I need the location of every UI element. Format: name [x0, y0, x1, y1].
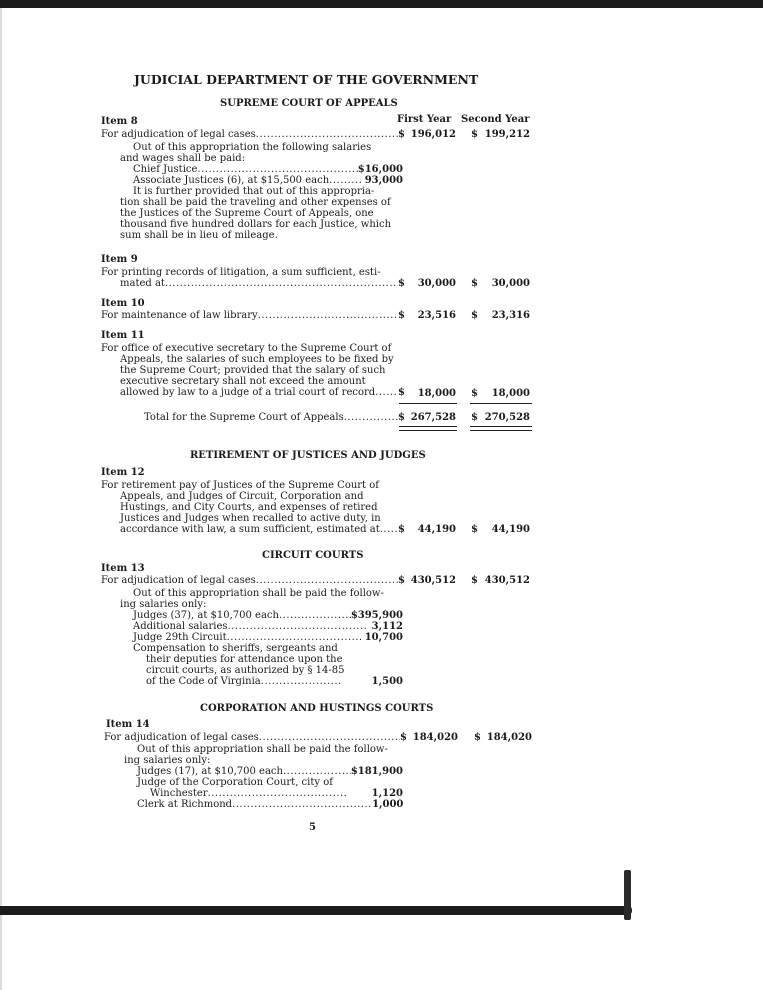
item-11-label: Item 11: [101, 330, 145, 341]
item-8-text: Out of this appropriation the following salaries: [133, 142, 372, 153]
dollar-sign: $: [471, 310, 478, 321]
dollar-sign: $: [471, 278, 478, 289]
item-14-judges: Judges (17), at $10,700 each ..... $181,900: [137, 765, 403, 778]
item-14-first-year: 184,020: [412, 732, 458, 743]
item-8-first-year: 196,012: [410, 129, 456, 140]
item-8-line: For adjudication of legal cases ..... $: [101, 128, 405, 141]
item-8-text: and wages shall be paid:: [120, 153, 246, 164]
item-12-text: For retirement pay of Justices of the Supreme Court of: [101, 480, 379, 491]
item-14-second-year: 184,020: [486, 732, 532, 743]
item-10-second-year: 23,316: [491, 310, 530, 321]
item-8-text: thousand five hundred dollars for each Justice, which: [120, 219, 392, 230]
item-13-first-year: 430,512: [410, 575, 456, 586]
dollar-sign: $: [471, 412, 478, 423]
section-heading-corporation-courts: CORPORATION AND HUSTINGS COURTS: [200, 703, 434, 714]
item-13-judge-29th-circuit: Judge 29th Circuit ..... 10,700: [133, 631, 403, 644]
section-heading-circuit-courts: CIRCUIT COURTS: [262, 550, 364, 561]
dollar-sign: $: [471, 129, 478, 140]
page-title: JUDICIAL DEPARTMENT OF THE GOVERNMENT: [134, 72, 479, 87]
item-13-text: Compensation to sheriffs, sergeants and: [133, 643, 338, 654]
page-number: 5: [309, 822, 316, 833]
section-heading-retirement: RETIREMENT OF JUSTICES AND JUDGES: [190, 450, 426, 461]
item-13-compensation: of the Code of Virginia ..... 1,500: [146, 675, 403, 688]
column-header-first-year: First Year: [397, 114, 452, 125]
item-10-first-year: 23,516: [417, 310, 456, 321]
item-11-text: executive secretary shall not exceed the amount: [120, 376, 366, 387]
item-13-text: ing salaries only:: [120, 599, 207, 610]
item-13-text: their deputies for attendance upon the: [146, 654, 343, 665]
item-13-second-year: 430,512: [484, 575, 530, 586]
item-12-second-year: 44,190: [491, 524, 530, 535]
item-14-text: Judge of the Corporation Court, city of: [137, 777, 333, 788]
item-8-text: the Justices of the Supreme Court of Appeals, one: [120, 208, 374, 219]
item-8-text: sum shall be in lieu of mileage.: [120, 230, 278, 241]
dollar-sign: $: [471, 388, 478, 399]
item-13-judges: Judges (37), at $10,700 each ..... $395,900: [133, 609, 403, 622]
item-12-text: Hustings, and City Courts, and expenses of retired: [120, 502, 378, 513]
item-8-text: tion shall be paid the traveling and other expenses of: [120, 197, 391, 208]
item-13-text: circuit courts, as authorized by § 14-85: [146, 665, 345, 676]
total-double-rule: [470, 426, 532, 431]
item-12-first-year: 44,190: [417, 524, 456, 535]
column-header-second-year: Second Year: [461, 114, 530, 125]
item-9-label: Item 9: [101, 254, 138, 265]
item-14-clerk-richmond: Clerk at Richmond ..... 1,000: [137, 798, 403, 811]
item-8-label: Item 8: [101, 116, 138, 127]
item-8-chief-justice: Chief Justice ..... $16,000: [133, 163, 403, 176]
item-14-text: Out of this appropriation shall be paid the follow-: [137, 744, 388, 755]
item-11-first-year: 18,000: [417, 388, 456, 399]
item-14-winchester: Winchester ..... 1,120: [150, 787, 403, 800]
item-9-second-year: 30,000: [491, 278, 530, 289]
subtotal-rule: [399, 403, 457, 404]
item-8-text: It is further provided that out of this appropria-: [133, 186, 375, 197]
dollar-sign: $: [474, 732, 481, 743]
item-12-text: Justices and Judges when recalled to active duty, in: [120, 513, 381, 524]
item-13-additional-salaries: Additional salaries ..... 3,112: [133, 620, 403, 633]
subtotal-rule: [470, 403, 532, 404]
dollar-sign: $: [471, 524, 478, 535]
item-12-label: Item 12: [101, 467, 145, 478]
scan-top-border: [0, 0, 763, 8]
scan-left-edge: [0, 8, 2, 990]
item-9-text: For printing records of litigation, a sum sufficient, esti-: [101, 267, 381, 278]
item-8-associate-justices: Associate Justices (6), at $15,500 each ..... 93,000: [133, 174, 403, 187]
item-9-line: mated at ..... $: [120, 277, 405, 290]
item-9-first-year: 30,000: [417, 278, 456, 289]
scan-bottom-border: [0, 906, 632, 915]
total-supreme-first-year: 267,528: [410, 412, 456, 423]
total-double-rule: [399, 426, 457, 431]
item-11-text: For office of executive secretary to the Supreme Court of: [101, 343, 392, 354]
total-supreme-second-year: 270,528: [484, 412, 530, 423]
item-14-label: Item 14: [106, 719, 150, 730]
scan-clip-mark: [624, 870, 631, 920]
item-12-text: Appeals, and Judges of Circuit, Corporation and: [120, 491, 364, 502]
item-11-line: allowed by law to a judge of a trial court of record ..... $: [120, 386, 405, 399]
item-11-second-year: 18,000: [491, 388, 530, 399]
item-14-line: For adjudication of legal cases ..... $: [104, 731, 407, 744]
item-12-line: accordance with law, a sum sufficient, estimated at ..... $: [120, 523, 405, 536]
dollar-sign: $: [471, 575, 478, 586]
section-heading-supreme-court: SUPREME COURT OF APPEALS: [220, 98, 398, 109]
item-8-second-year: 199,212: [484, 129, 530, 140]
item-11-text: Appeals, the salaries of such employees to be fixed by: [120, 354, 394, 365]
item-14-text: ing salaries only:: [124, 755, 211, 766]
item-11-text: the Supreme Court; provided that the salary of such: [120, 365, 386, 376]
item-10-label: Item 10: [101, 298, 145, 309]
total-supreme-court-line: Total for the Supreme Court of Appeals ..... $: [144, 411, 405, 424]
item-10-line: For maintenance of law library ..... $: [101, 309, 405, 322]
item-13-text: Out of this appropriation shall be paid the follow-: [133, 588, 384, 599]
item-13-label: Item 13: [101, 563, 145, 574]
item-13-line: For adjudication of legal cases ..... $: [101, 574, 405, 587]
